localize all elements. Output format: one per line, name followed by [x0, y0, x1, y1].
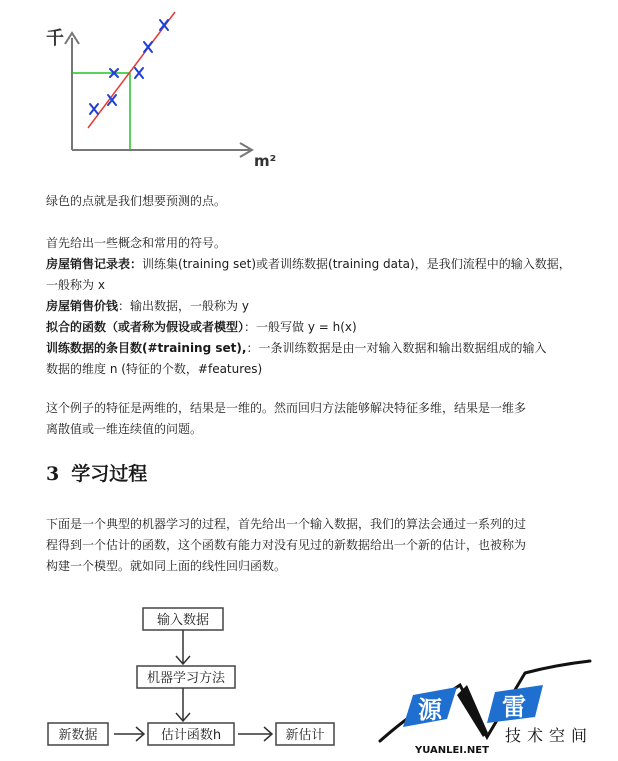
data-point	[160, 20, 168, 30]
data-point	[144, 42, 152, 52]
definition-text: ：一般写做 y = h(x)	[244, 320, 357, 334]
definition-line	[46, 338, 546, 359]
learning-flow-diagram	[40, 600, 360, 761]
definition-line	[46, 254, 571, 275]
estimate-fn-label: 估计函数h	[160, 728, 222, 743]
learning-line: 程得到一个估计的函数，这个函数有能力对没有见过的新数据给出一个新的估计，也被称为	[46, 538, 527, 552]
data-point	[135, 68, 143, 78]
intro-text: 首先给出一些概念和常用的符号。	[46, 236, 227, 250]
logo-swoosh-fill	[457, 685, 488, 737]
new-data-label: 新数据	[58, 728, 98, 743]
input-data-label: 输入数据	[156, 613, 210, 628]
definition-term: 拟合的函数（或者称为假设或者模型）	[46, 320, 245, 334]
section-number: 3	[46, 463, 60, 485]
regression-sketch	[40, 0, 290, 175]
definition-term: 训练数据的条目数(#training set),	[46, 341, 247, 355]
data-points	[90, 20, 168, 114]
section-heading	[46, 459, 147, 486]
ml-method-label: 机器学习方法	[146, 671, 226, 686]
definition-term: 房屋销售记录表：	[46, 257, 143, 271]
fit-line	[88, 12, 175, 128]
logo-subtitle: 技术空间	[505, 726, 594, 745]
x-axis-label: m²	[254, 152, 277, 170]
definition-line	[46, 317, 357, 338]
arrow-method-to-estimate	[176, 688, 190, 721]
logo-char-2: 雷	[502, 693, 526, 721]
definition-line	[46, 275, 105, 296]
learning-line: 构建一个模型。就如同上面的线性回归函数。	[46, 559, 287, 573]
definition-line	[46, 296, 249, 317]
learning-line: 下面是一个典型的机器学习的过程，首先给出一个输入数据，我们的算法会通过一系列的过	[46, 517, 527, 531]
y-axis-label: 千	[46, 28, 64, 49]
definition-term: 房屋销售价钱	[46, 299, 119, 313]
section-title: 学习过程	[71, 463, 148, 485]
arrow-input-to-method	[176, 630, 190, 664]
logo-char-1: 源	[418, 696, 442, 724]
arrow-estimate-to-newestimate	[238, 727, 272, 741]
new-estimate-label: 新估计	[285, 728, 325, 743]
arrow-newdata-to-estimate	[114, 727, 144, 741]
caption: 绿色的点就是我们想要预测的点。	[46, 194, 227, 208]
definition-text: ：一条训练数据是由一对输入数据和输出数据组成的输入	[246, 341, 547, 355]
logo-url: YUANLEI.NET	[415, 745, 489, 756]
definition-text: 数据的维度 n (特征的个数，#features)	[46, 362, 263, 376]
definition-text: 一般称为 x	[46, 278, 105, 292]
summary-line: 离散值或一维连续值的问题。	[46, 422, 203, 436]
yuanlei-watermark-logo	[375, 655, 618, 761]
definition-text: ：输出数据，一般称为 y	[118, 299, 249, 313]
definition-text: 训练集(training set)或者训练数据(training data)，是我们流程中的输入数据，	[142, 257, 571, 271]
data-point	[90, 104, 98, 114]
definition-line	[46, 359, 262, 380]
summary-line: 这个例子的特征是两维的，结果是一维的。然而回归方法能够解决特征多维，结果是一维多	[46, 401, 527, 415]
